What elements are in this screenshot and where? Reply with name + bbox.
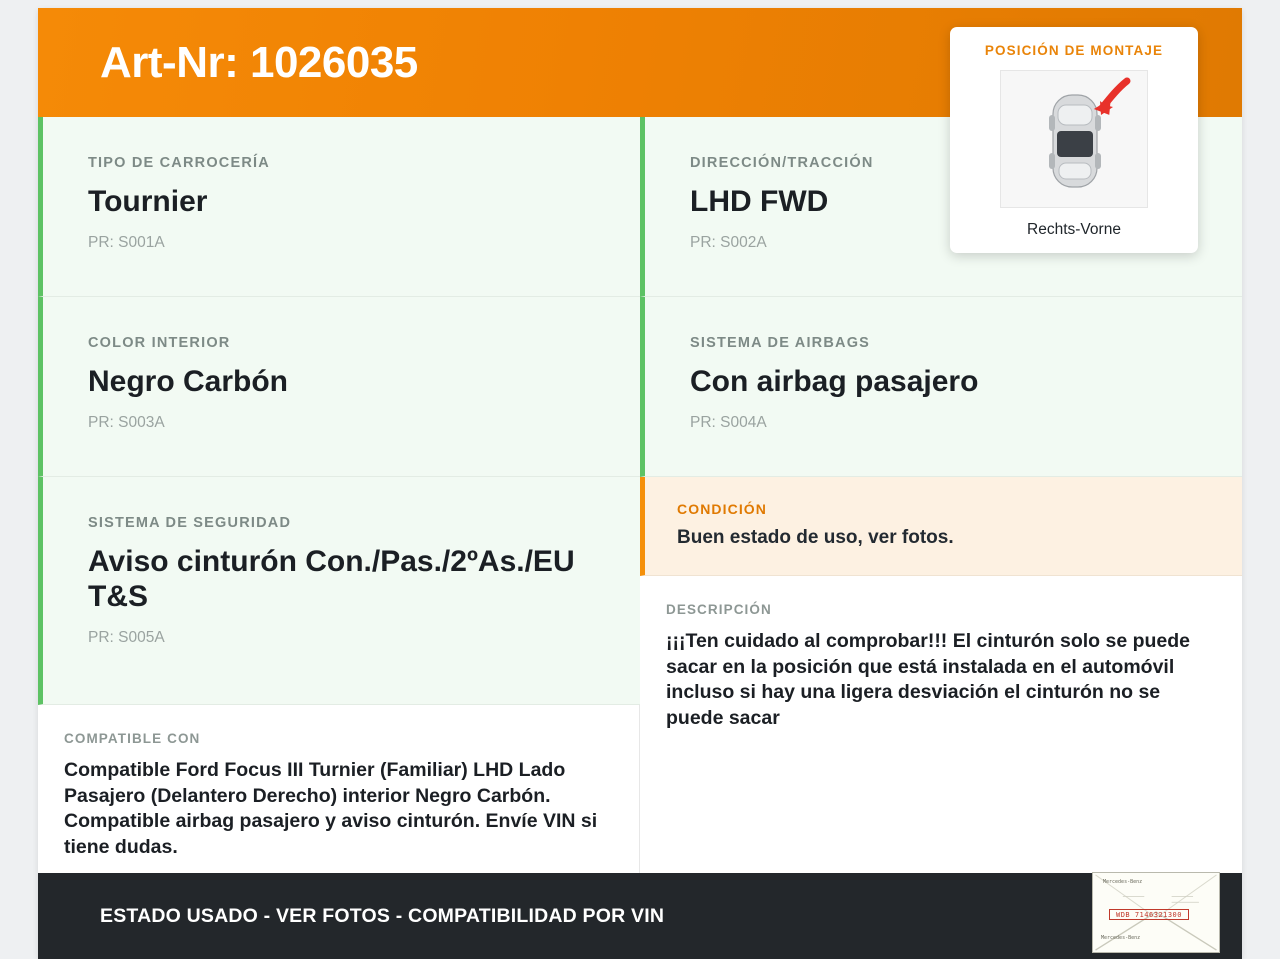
spec-value: Aviso cinturón Con./Pas./2ºAs./EU T&S [88, 545, 575, 613]
mounting-position-caption: Rechts-Vorne [1027, 221, 1121, 238]
spec-label: COLOR INTERIOR [88, 335, 231, 351]
condition-label: CONDICIÓN [677, 501, 768, 517]
compatibility-label: COMPATIBLE CON [64, 731, 201, 746]
spec-pr-code: PR: S005A [88, 628, 165, 646]
spec-airbag-system [640, 297, 1242, 477]
spec-pr-code: PR: S003A [88, 413, 165, 431]
page-title: Art-Nr: 1026035 [100, 37, 418, 87]
label-bottom-text: Mercedes-Benz [1101, 935, 1141, 941]
description-label: DESCRIPCIÓN [666, 602, 772, 617]
condition-text: Buen estado de uso, ver fotos. [677, 527, 954, 548]
mounting-position-card [950, 27, 1198, 253]
compatibility-text: Compatible Ford Focus III Turnier (Familiar) LHD Lado Pasajero (Delantero Derecho) interior Negro Carbón. Compatible airbag pasajero y aviso cinturón. Envíe VIN si tiene dudas. [64, 759, 598, 859]
spec-pr-code: PR: S001A [88, 233, 165, 251]
spec-column-left [38, 117, 640, 873]
description-block [640, 576, 1242, 816]
spec-pr-code: PR: S002A [690, 233, 767, 251]
label-code: WDB 7146321300 [1109, 909, 1189, 920]
footer-banner [38, 873, 1242, 959]
footer-text: ESTADO USADO - VER FOTOS - COMPATIBILIDAD POR VIN [100, 904, 665, 927]
label-top-text: Mercedes-Benz [1103, 879, 1143, 885]
car-top-view-icon [1000, 70, 1148, 208]
spec-pr-code: PR: S004A [690, 413, 767, 431]
car-diagram-svg [1001, 71, 1149, 209]
mounting-position-title: POSICIÓN DE MONTAJE [984, 43, 1164, 58]
product-info-sheet [38, 8, 1242, 959]
condition-block [640, 477, 1242, 576]
spec-interior-color [38, 297, 640, 477]
spec-label: SISTEMA DE SEGURIDAD [88, 515, 292, 531]
red-arrow-icon [1094, 79, 1129, 118]
spec-safety-system [38, 477, 640, 705]
description-text: ¡¡¡Ten cuidado al comprobar!!! El cinturón solo se puede sacar en la posición que está instalada en el automóvil incluso si hay una ligera desviación el cinturón no se puede sacar [666, 630, 1191, 730]
spec-label: TIPO DE CARROCERÍA [88, 155, 270, 171]
spec-label: SISTEMA DE AIRBAGS [690, 335, 871, 351]
spec-value: Tournier [88, 185, 208, 218]
spec-value: Con airbag pasajero [690, 365, 979, 398]
spec-value: Negro Carbón [88, 365, 289, 398]
spec-body-type [38, 117, 640, 297]
spec-value: LHD FWD [690, 185, 829, 218]
part-label-photo [1092, 872, 1220, 953]
spec-label: DIRECCIÓN/TRACCIÓN [690, 155, 874, 171]
compatibility-block [38, 705, 640, 873]
